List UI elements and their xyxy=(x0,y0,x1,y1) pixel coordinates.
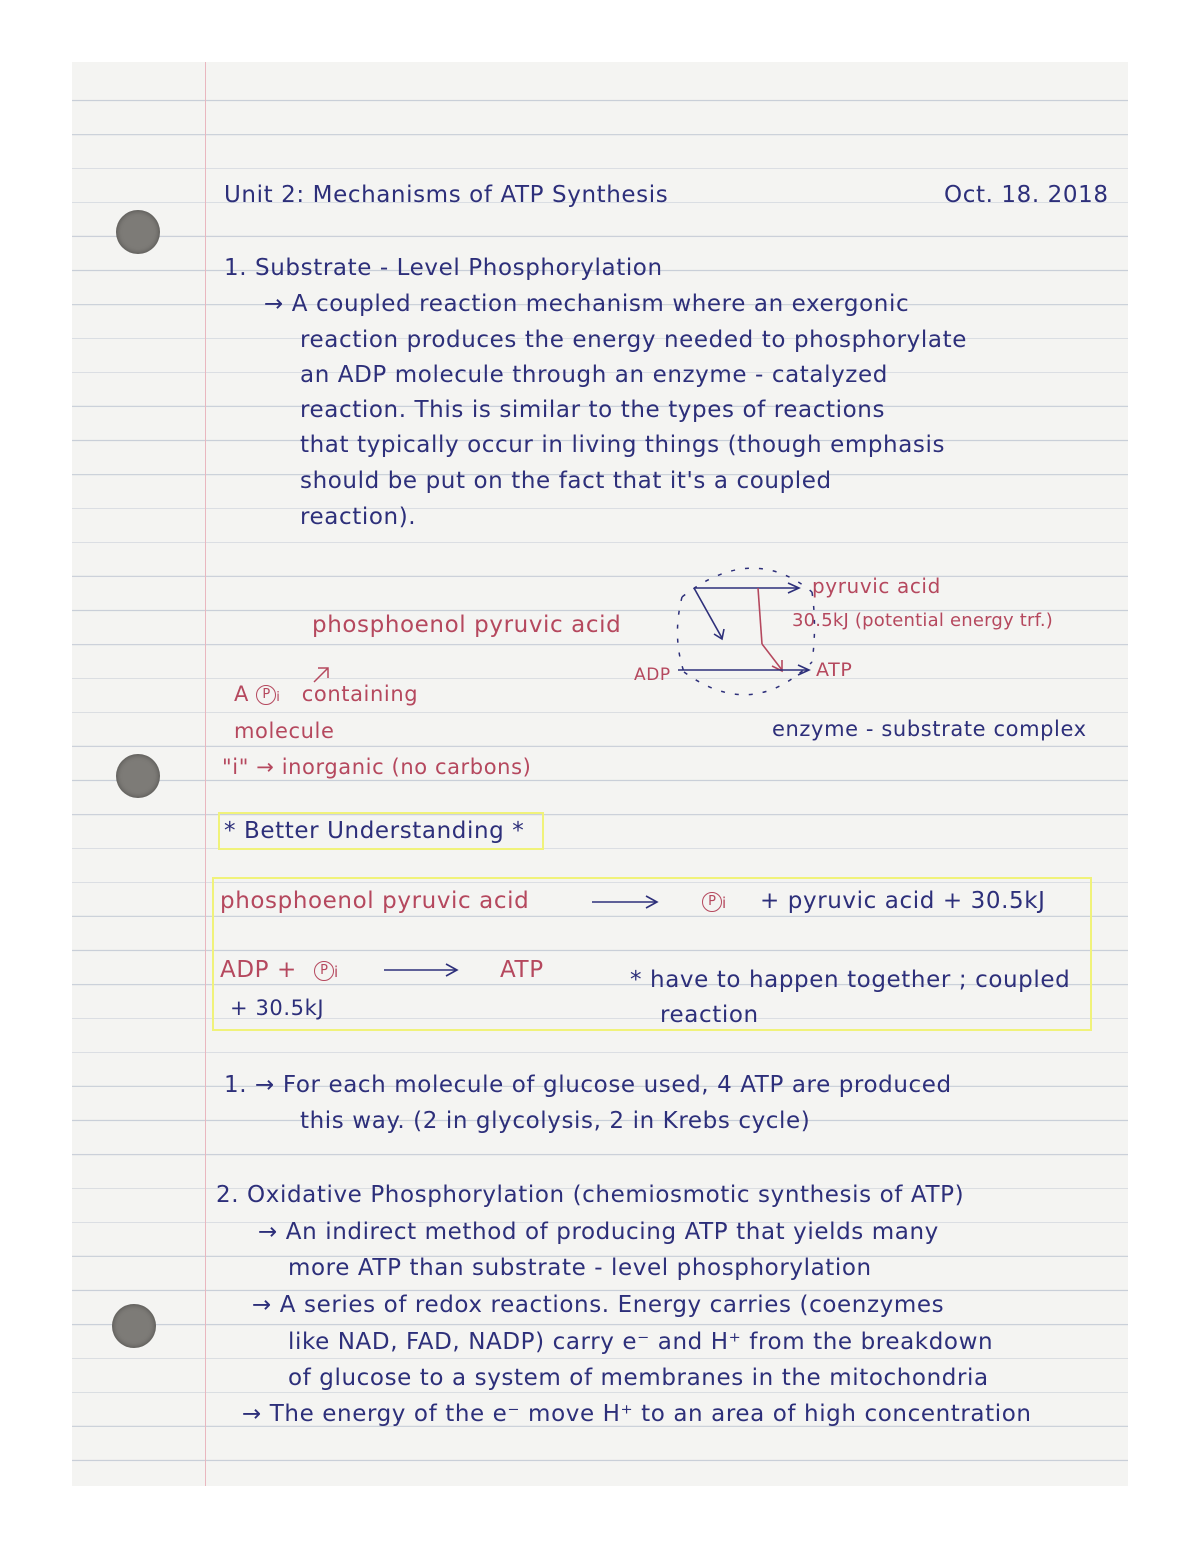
section-1-line: reaction). xyxy=(300,504,417,530)
note-i-text: i xyxy=(276,690,281,705)
notebook-page xyxy=(72,62,1128,1486)
adp-label: ADP xyxy=(634,665,671,685)
coupled-note-line1: * have to happen together ; coupled xyxy=(630,967,1071,993)
dashed-arc-left xyxy=(677,597,684,672)
section-1-heading: 1. Substrate - Level Phosphorylation xyxy=(224,255,663,281)
eq2-phosphate xyxy=(314,957,339,983)
pointer-arrow xyxy=(314,668,328,682)
better-understanding-title: * Better Understanding * xyxy=(224,818,525,844)
eq2-right: ATP xyxy=(500,957,544,983)
section-2-heading: 2. Oxidative Phosphorylation (chemiosmotic synthesis of ATP) xyxy=(216,1182,965,1208)
note-a-text: A xyxy=(234,682,249,706)
dashed-arc-right xyxy=(812,592,815,662)
note-molecule-text: molecule xyxy=(234,719,335,743)
phosphate-circle-icon: P xyxy=(314,961,334,981)
eq1-phosphate xyxy=(702,888,727,914)
section-2-line: → The energy of the e⁻ move H⁺ to an area of high concentration xyxy=(242,1401,1032,1427)
page-title: Unit 2: Mechanisms of ATP Synthesis xyxy=(224,182,669,208)
eq2-extra: + 30.5kJ xyxy=(230,996,325,1020)
phosphate-circle-icon: P xyxy=(256,685,276,705)
coupled-note-line2: reaction xyxy=(660,1002,759,1028)
eq1-left: phosphoenol pyruvic acid xyxy=(220,888,530,914)
section-2-line: of glucose to a system of membranes in the mitochondria xyxy=(288,1365,989,1391)
eq2-i: i xyxy=(334,963,339,981)
dashed-arc-bottom xyxy=(684,662,812,695)
energy-label: 30.5kJ (potential energy trf.) xyxy=(792,610,1054,631)
phosphate-circle-icon: P xyxy=(702,892,722,912)
note-inorganic-text: "i" → inorganic (no carbons) xyxy=(222,755,532,779)
eq1-right: + pyruvic acid + 30.5kJ xyxy=(760,888,1046,914)
section-2-line: like NAD, FAD, NADP) carry e⁻ and H⁺ from the breakdown xyxy=(288,1329,994,1355)
note-containing-text: containing xyxy=(301,682,419,706)
point-1-line1: 1. → For each molecule of glucose used, 4 ATP are produced xyxy=(224,1072,952,1098)
section-2-line: → A series of redox reactions. Energy carries (coenzymes xyxy=(252,1292,945,1318)
section-1-line: → A coupled reaction mechanism where an exergonic xyxy=(264,291,910,317)
point-1-line2: this way. (2 in glycolysis, 2 in Krebs cycle) xyxy=(300,1108,811,1134)
section-1-line: reaction. This is similar to the types of reactions xyxy=(300,397,886,423)
atp-label: ATP xyxy=(816,659,853,681)
bend-arrow-left xyxy=(694,588,722,638)
enzyme-substrate-label: enzyme - substrate complex xyxy=(772,717,1087,741)
pep-label: phosphoenol pyruvic acid xyxy=(312,612,622,638)
section-2-line: → An indirect method of producing ATP that yields many xyxy=(258,1219,939,1245)
section-1-line: should be put on the fact that it's a coupled xyxy=(300,468,832,494)
pyruvic-acid-label: pyruvic acid xyxy=(812,574,941,598)
bend-arrow-mid xyxy=(758,588,762,644)
page-date: Oct. 18. 2018 xyxy=(944,182,1109,208)
section-1-line: reaction produces the energy needed to phosphorylate xyxy=(300,327,967,353)
dashed-arc-top xyxy=(682,568,812,597)
section-1-line: an ADP molecule through an enzyme - catalyzed xyxy=(300,362,888,388)
section-1-line: that typically occur in living things (though emphasis xyxy=(300,432,946,458)
eq2-left: ADP + xyxy=(220,957,297,983)
eq1-i: i xyxy=(722,894,727,912)
section-2-line: more ATP than substrate - level phosphorylation xyxy=(288,1255,872,1281)
